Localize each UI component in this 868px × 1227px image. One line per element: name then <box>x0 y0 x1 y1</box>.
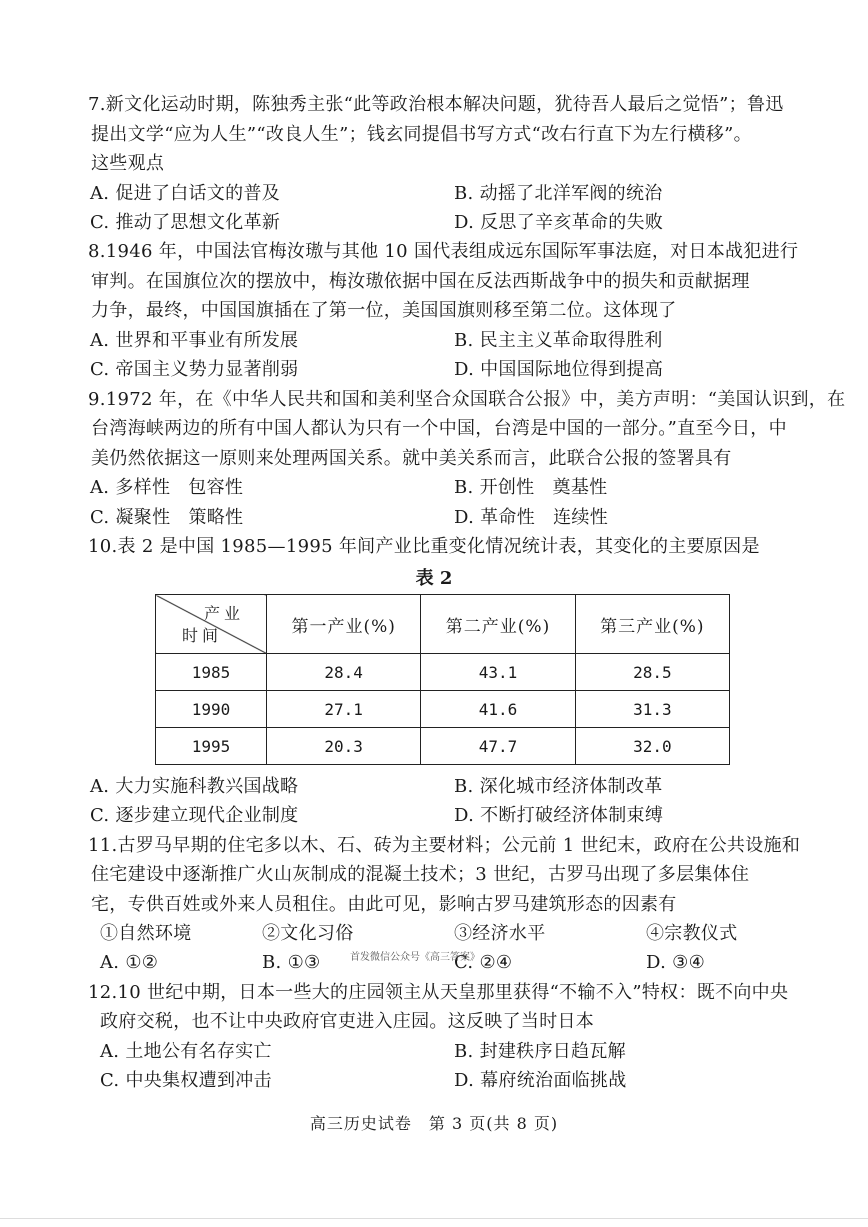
q8-option-b: B. 民主主义革命取得胜利 <box>454 330 663 351</box>
q9-option-b: B. 开创性 奠基性 <box>454 477 608 498</box>
table-row <box>156 691 730 728</box>
q9-stem-line-3: 美仍然依据这一原则来处理两国关系。就中美关系而言，此联合公报的签署具有 <box>91 448 732 469</box>
q12-option-c: C. 中央集权遭到冲击 <box>100 1070 272 1091</box>
cell-primary: 27.1 <box>267 691 421 728</box>
q10-option-a: A. 大力实施科教兴国战略 <box>90 776 299 797</box>
q7-option-d: D. 反思了辛亥革命的失败 <box>454 212 664 233</box>
corner-label-industry: 产业 <box>203 604 244 623</box>
q10-stem-line-1: 10.表 2 是中国 1985—1995 年间产业比重变化情况统计表，其变化的主要原因是 <box>88 536 760 557</box>
cell-tertiary: 28.5 <box>575 654 729 691</box>
q8-option-a: A. 世界和平事业有所发展 <box>90 330 299 351</box>
q11-option-a: A. ①② <box>100 952 159 973</box>
table-caption: 表 2 <box>415 568 453 589</box>
bottom-divider <box>0 1218 868 1219</box>
q9-option-a: A. 多样性 包容性 <box>90 477 244 498</box>
q9-option-c: C. 凝聚性 策略性 <box>90 507 244 528</box>
cell-tertiary: 31.3 <box>575 691 729 728</box>
table-row <box>156 654 730 691</box>
q11-option-b: B. ①③ <box>262 952 321 973</box>
table-corner-cell <box>156 595 267 654</box>
q11-item-1: ①自然环境 <box>100 923 192 944</box>
q8-stem-line-2: 审判。在国旗位次的摆放中，梅汝璈依据中国在反法西斯战争中的损失和贡献据理 <box>91 271 750 292</box>
q10-option-c: C. 逐步建立现代企业制度 <box>90 805 299 826</box>
q8-option-c: C. 帝国主义势力显著削弱 <box>90 359 299 380</box>
q7-option-c: C. 推动了思想文化革新 <box>90 212 281 233</box>
table-row <box>156 728 730 765</box>
q12-stem-line-2: 政府交税，也不让中央政府官吏进入庄园。这反映了当时日本 <box>100 1011 595 1032</box>
cell-secondary: 43.1 <box>421 654 575 691</box>
q12-option-b: B. 封建秩序日趋瓦解 <box>454 1041 626 1062</box>
header-tertiary-industry: 第三产业(%) <box>575 595 729 654</box>
q11-option-d: D. ③④ <box>646 952 706 973</box>
row-year: 1990 <box>156 691 267 728</box>
q11-option-c: C. ②④ <box>454 952 513 973</box>
header-primary-industry: 第一产业(%) <box>267 595 421 654</box>
watermark-text: 首发微信公众号《高三答案》 <box>350 952 480 963</box>
q12-option-a: A. 土地公有名存实亡 <box>100 1041 272 1062</box>
q10-option-d: D. 不断打破经济体制束缚 <box>454 805 664 826</box>
q7-option-a: A. 促进了白话文的普及 <box>90 183 281 204</box>
q9-stem-line-1: 9.1972 年，在《中华人民共和国和美利坚合众国联合公报》中，美方声明：“美国认识到，在 <box>88 389 846 410</box>
q10-option-b: B. 深化城市经济体制改革 <box>454 776 663 797</box>
q9-stem-line-2: 台湾海峡两边的所有中国人都认为只有一个中国，台湾是中国的一部分。”直至今日，中 <box>91 418 787 439</box>
row-year: 1995 <box>156 728 267 765</box>
cell-tertiary: 32.0 <box>575 728 729 765</box>
cell-secondary: 47.7 <box>421 728 575 765</box>
q11-item-2: ②文化习俗 <box>262 923 354 944</box>
q8-stem-line-3: 力争，最终，中国国旗插在了第一位，美国国旗则移至第二位。这体现了 <box>91 300 677 321</box>
q8-option-d: D. 中国国际地位得到提高 <box>454 359 664 380</box>
q7-stem-line-3: 这些观点 <box>91 153 165 174</box>
q7-stem-line-1: 7.新文化运动时期，陈独秀主张“此等政治根本解决问题，犹待吾人最后之觉悟”；鲁迅 <box>88 94 784 115</box>
q7-stem-line-2: 提出文学“应为人生”“改良人生”；钱玄同提倡书写方式“改右行直下为左行横移”。 <box>91 124 752 145</box>
q11-stem-line-2: 住宅建设中逐渐推广火山灰制成的混凝土技术；3 世纪，古罗马出现了多层集体住 <box>91 864 750 885</box>
q12-stem-line-1: 12.10 世纪中期，日本一些大的庄园领主从天皇那里获得“不输不入”特权：既不向中央 <box>88 982 789 1003</box>
q11-stem-line-3: 宅，专供百姓或外来人员租住。由此可见，影响古罗马建筑形态的因素有 <box>91 894 677 915</box>
q11-item-3: ③经济水平 <box>454 923 546 944</box>
cell-secondary: 41.6 <box>421 691 575 728</box>
q11-stem-line-1: 11.古罗马早期的住宅多以木、石、砖为主要材料；公元前 1 世纪末，政府在公共设施和 <box>88 835 801 856</box>
q8-stem-line-1: 8.1946 年，中国法官梅汝璈与其他 10 国代表组成远东国际军事法庭，对日本战犯进行 <box>88 241 799 262</box>
header-secondary-industry: 第二产业(%) <box>421 595 575 654</box>
row-year: 1985 <box>156 654 267 691</box>
cell-primary: 20.3 <box>267 728 421 765</box>
q11-item-4: ④宗教仪式 <box>646 923 738 944</box>
industry-share-table <box>155 594 730 765</box>
table-header-row <box>156 595 730 654</box>
q12-option-d: D. 幕府统治面临挑战 <box>454 1070 627 1091</box>
page-footer: 高三历史试卷 第 3 页(共 8 页) <box>309 1114 559 1133</box>
corner-label-time: 时间 <box>182 626 223 645</box>
cell-primary: 28.4 <box>267 654 421 691</box>
q7-option-b: B. 动摇了北洋军阀的统治 <box>454 183 663 204</box>
q9-option-d: D. 革命性 连续性 <box>454 507 608 528</box>
